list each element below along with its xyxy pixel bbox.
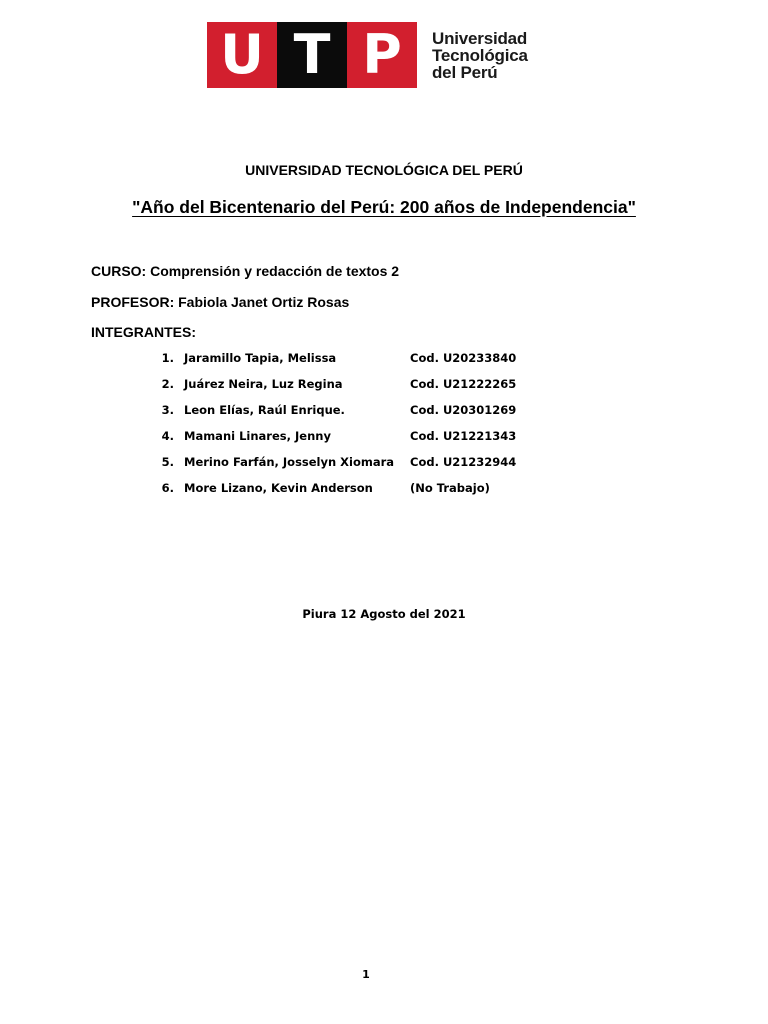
member-name: Merino Farfán, Josselyn Xiomara	[184, 455, 395, 469]
list-item	[160, 455, 560, 481]
member-code: Cod. U20301269	[410, 403, 517, 417]
member-number: 3.	[161, 403, 174, 417]
member-code: Cod. U21232944	[410, 455, 517, 469]
logo-word-2: Tecnológica	[432, 45, 528, 65]
place-date: Piura 12 Agosto del 2021	[302, 607, 466, 621]
member-number: 4.	[161, 429, 174, 443]
members-list	[160, 351, 560, 507]
member-number: 5.	[161, 455, 174, 469]
utp-logo	[207, 22, 537, 88]
year-motto	[0, 197, 768, 218]
member-code: (No Trabajo)	[410, 481, 490, 495]
list-item	[160, 351, 560, 377]
logo-letter-p: P	[347, 22, 417, 88]
members-heading: INTEGRANTES:	[91, 324, 196, 340]
logo-wordmark	[432, 22, 528, 88]
member-number: 6.	[161, 481, 174, 495]
professor-line: PROFESOR: Fabiola Janet Ortiz Rosas	[91, 294, 350, 310]
logo-letter-t: T	[277, 22, 347, 88]
list-item	[160, 377, 560, 403]
logo-letter-u: U	[207, 22, 277, 88]
logo-word-3: del Perú	[432, 62, 498, 82]
member-code: Cod. U21221343	[410, 429, 517, 443]
member-code: Cod. U21222265	[410, 377, 517, 391]
year-motto-text: "Año del Bicentenario del Perú: 200 años de Independencia"	[132, 197, 636, 217]
member-name: Leon Elías, Raúl Enrique.	[184, 403, 345, 417]
page-number: 1	[362, 968, 370, 981]
member-number: 1.	[161, 351, 174, 365]
list-item	[160, 481, 560, 507]
member-code: Cod. U20233840	[410, 351, 517, 365]
course-line: CURSO: Comprensión y redacción de textos 2	[91, 263, 400, 279]
member-name: Juárez Neira, Luz Regina	[184, 377, 343, 391]
member-name: Mamani Linares, Jenny	[184, 429, 331, 443]
member-name: Jaramillo Tapia, Melissa	[184, 351, 337, 365]
list-item	[160, 429, 560, 455]
logo-word-1: Universidad	[432, 28, 528, 48]
university-title: UNIVERSIDAD TECNOLÓGICA DEL PERÚ	[245, 162, 523, 178]
member-name: More Lizano, Kevin Anderson	[184, 481, 373, 495]
member-number: 2.	[161, 377, 174, 391]
list-item	[160, 403, 560, 429]
